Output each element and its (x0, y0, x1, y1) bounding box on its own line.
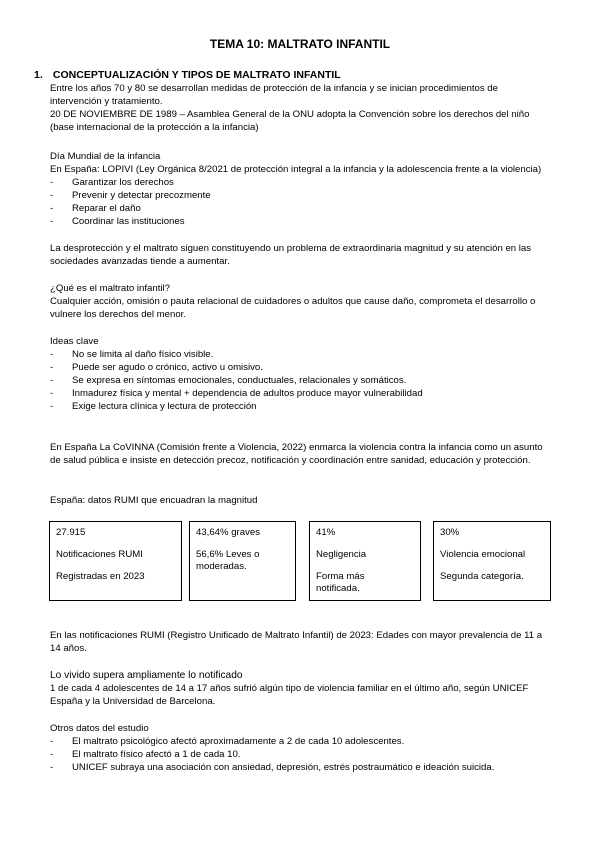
desproteccion-line: La desprotección y el maltrato siguen constituyendo un problema de extraordinaria magnitud y su atención en las (50, 243, 532, 254)
intro-line: 20 DE NOVIEMBRE DE 1989 – Asamblea General de la ONU adopta la Convención sobre los derechos del niño (50, 109, 530, 120)
list-item: - Se expresa en síntomas emocionales, conductuales, relacionales y somáticos. (50, 375, 407, 386)
stat-label: moderadas. (196, 561, 247, 572)
vivido-heading: Lo vivido supera ampliamente lo notificado (50, 670, 243, 681)
rumi-heading: España: datos RUMI que encuadran la magnitud (50, 495, 258, 506)
list-item: - El maltrato psicológico afectó aproximadamente a 2 de cada 10 adolescentes. (50, 736, 405, 747)
covinna-paragraph (50, 441, 570, 467)
desproteccion-line: sociedades avanzadas tiende a aumentar. (50, 256, 230, 267)
stat-box-notificaciones (49, 521, 182, 601)
covinna-line: de salud pública e insiste en detección precoz, notificación y coordinación entre sanidad, educación y protección. (50, 455, 531, 466)
intro-paragraph (50, 82, 570, 134)
ideas-clave-section (50, 335, 570, 413)
stat-box-gravedad (189, 521, 296, 601)
stat-value: 43,64% graves (196, 527, 260, 538)
stat-box-negligencia (309, 521, 421, 601)
intro-line: (base internacional de la protección a la infancia) (50, 122, 259, 133)
list-item: - El maltrato físico afectó a 1 de cada 10. (50, 749, 241, 760)
stat-note: notificada. (316, 583, 360, 594)
stat-note: Segunda categoría. (440, 571, 524, 582)
list-item: - UNICEF subraya una asociación con ansiedad, depresión, estrés postraumático e ideación suicida. (50, 762, 495, 773)
lopivi-text: En España: LOPIVI (Ley Orgánica 8/2021 de protección integral a la infancia y la adolescencia frente a la violencia) (50, 164, 542, 175)
desproteccion-paragraph (50, 242, 570, 268)
definicion-question: ¿Qué es el maltrato infantil? (50, 283, 170, 294)
list-item: - Reparar el daño (50, 203, 141, 214)
rumi-line: 14 años. (50, 643, 87, 654)
definicion-line: vulnere los derechos del menor. (50, 309, 186, 320)
list-item: - Coordinar las instituciones (50, 216, 185, 227)
section-title: CONCEPTUALIZACIÓN Y TIPOS DE MALTRATO INFANTIL (52, 69, 341, 81)
stat-note: Registradas en 2023 (56, 571, 145, 582)
stat-value: 27.915 (56, 527, 86, 538)
section-heading (34, 69, 341, 82)
section-number: 1. (34, 69, 43, 81)
stat-label: Violencia emocional (440, 549, 526, 560)
covinna-line: En España La CoVINNA (Comisión frente a Violencia, 2022) enmarca la violencia contra la infancia como un asunto (50, 442, 543, 453)
otros-datos-heading: Otros datos del estudio (50, 723, 149, 734)
vivido-line: España y la Universidad de Barcelona. (50, 696, 216, 707)
stat-label: Negligencia (316, 549, 367, 560)
list-item: - Exige lectura clínica y lectura de protección (50, 401, 257, 412)
definicion-line: Cualquier acción, omisión o pauta relacional de cuidadores o adultos que cause daño, comprometa el desarrollo o (50, 296, 536, 307)
rumi-paragraph (50, 629, 570, 655)
list-item: - Puede ser agudo o crónico, activo u omisivo. (50, 362, 263, 373)
rumi-line: En las notificaciones RUMI (Registro Unificado de Maltrato Infantil) de 2023: Edades con mayor prevalencia de 11 a (50, 630, 543, 641)
stat-note: Forma más (316, 571, 365, 582)
page-title: TEMA 10: MALTRATO INFANTIL (209, 37, 391, 51)
dia-mundial-heading: Día Mundial de la infancia (50, 151, 161, 162)
intro-line: intervención y tratamiento. (50, 96, 163, 107)
vivido-section (50, 669, 570, 708)
list-item: - Garantizar los derechos (50, 177, 174, 188)
intro-line: Entre los años 70 y 80 se desarrollan medidas de protección de la infancia y se inician procedimientos de (50, 83, 498, 94)
stat-label: 56,6% Leves o (196, 549, 260, 560)
list-item: - Prevenir y detectar precozmente (50, 190, 211, 201)
definicion-section (50, 282, 570, 321)
list-item: - No se limita al daño físico visible. (50, 349, 214, 360)
dia-mundial-section (50, 150, 570, 228)
stat-box-emocional (433, 521, 551, 601)
list-item: - Inmadurez física y mental + dependencia de adultos produce mayor vulnerabilidad (50, 388, 423, 399)
vivido-line: 1 de cada 4 adolescentes de 14 a 17 años sufrió algún tipo de violencia familiar en el último año, según UNICEF (50, 683, 529, 694)
otros-datos-section (50, 722, 570, 774)
stat-label: Notificaciones RUMI (56, 549, 143, 560)
stat-value: 30% (440, 527, 460, 538)
stat-value: 41% (316, 527, 336, 538)
ideas-clave-heading: Ideas clave (50, 336, 99, 347)
